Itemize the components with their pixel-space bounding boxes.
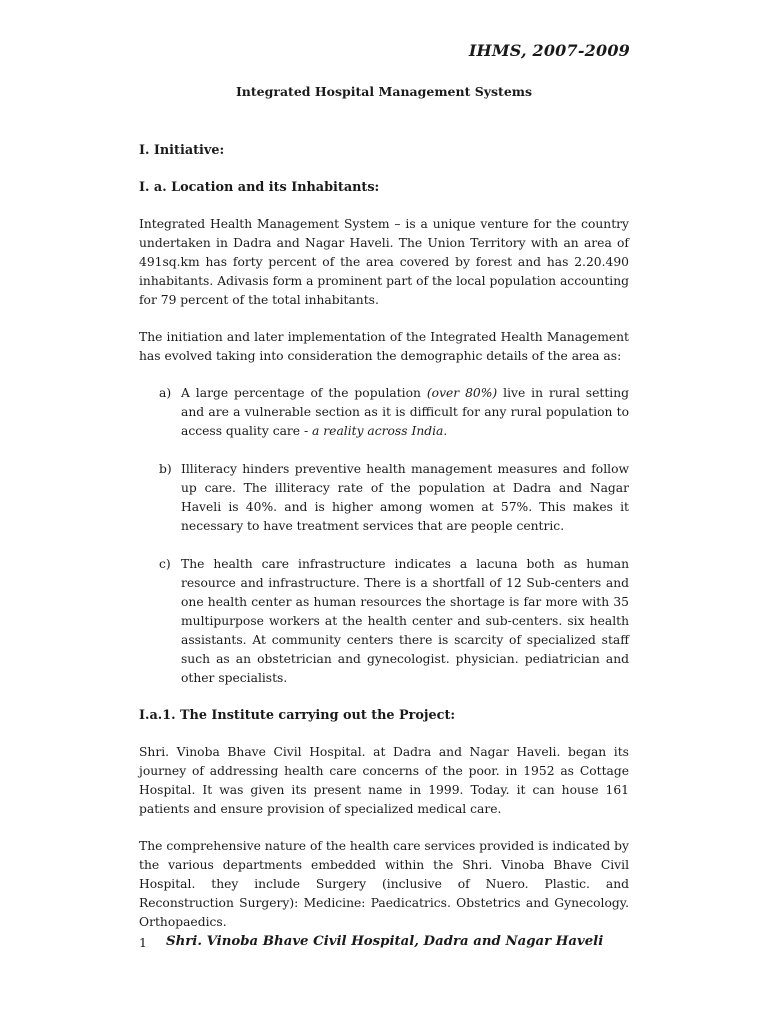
list-text: The health care infrastructure indicates a lacuna both as human resource and infrastructure. There is a shortfall of 12 Sub-centers and one health center as human resources the shortage is far more with 35 multipurpose workers at the health center and sub-centers. six health assistants. At community centers there is scarcity of specialized staff such as an obstetrician and gynecologist. physician. pediatrician and other specialists. bbox=[181, 557, 629, 685]
document-body bbox=[139, 141, 629, 950]
paragraph-initiation: The initiation and later implementation of the Integrated Health Management has evolved taking into consideration the demographic details of the area as: bbox=[139, 330, 629, 363]
header-title: IHMS, 2007-2009 bbox=[468, 41, 630, 60]
list-italic: a reality across India bbox=[312, 424, 444, 438]
section-heading-initiative: I. Initiative: bbox=[139, 143, 225, 158]
list-item bbox=[139, 555, 629, 688]
list-marker: b) bbox=[159, 462, 172, 476]
section-heading-institute: I.a.1. The Institute carrying out the Project: bbox=[139, 708, 456, 723]
section-heading-location: I. a. Location and its Inhabitants: bbox=[139, 180, 380, 195]
list-marker: a) bbox=[159, 386, 172, 400]
page-number: 1 bbox=[139, 935, 147, 950]
list-item bbox=[139, 384, 629, 441]
footer-text: Shri. Vinoba Bhave Civil Hospital, Dadra and Nagar Haveli bbox=[166, 934, 604, 949]
demographic-list bbox=[139, 384, 629, 688]
document-title: Integrated Hospital Management Systems bbox=[235, 84, 533, 99]
list-italic: (over 80%) bbox=[426, 386, 498, 400]
paragraph-hospital-history: Shri. Vinoba Bhave Civil Hospital. at Dadra and Nagar Haveli. began its journey of addressing health care concerns of the poor. in 1952 as Cottage Hospital. It was given its present name in 1999. Today. it can house 161 patients and ensure provision of specialized medical care. bbox=[139, 745, 629, 816]
list-text: A large percentage of the population (over 80%) live in rural setting and are a vulnerable section as it is difficult for any rural population to access quality care - a reality across India. bbox=[181, 386, 630, 438]
list-text: Illiteracy hinders preventive health management measures and follow up care. The illiteracy rate of the population at Dadra and Nagar Haveli is 40%. and is higher among women at 57%. This makes it necessary to have treatment services that are people centric. bbox=[181, 462, 629, 533]
paragraph-intro: Integrated Health Management System – is a unique venture for the country undertaken in Dadra and Nagar Haveli. The Union Territory with an area of 491sq.km has forty percent of the area covered by forest and has 2.20.490 inhabitants. Adivasis form a prominent part of the local population accounting for 79 percent of the total inhabitants. bbox=[139, 217, 629, 307]
paragraph-departments: The comprehensive nature of the health care services provided is indicated by the various departments embedded within the Shri. Vinoba Bhave Civil Hospital. they include Surgery (inclusive of Nuero. Plastic. and Reconstruction Surgery): Medicine: Paedicatrics. Obstetrics and Gynecology. Orthopaedics. bbox=[139, 839, 629, 929]
list-marker: c) bbox=[159, 557, 171, 571]
list-item bbox=[139, 460, 629, 536]
